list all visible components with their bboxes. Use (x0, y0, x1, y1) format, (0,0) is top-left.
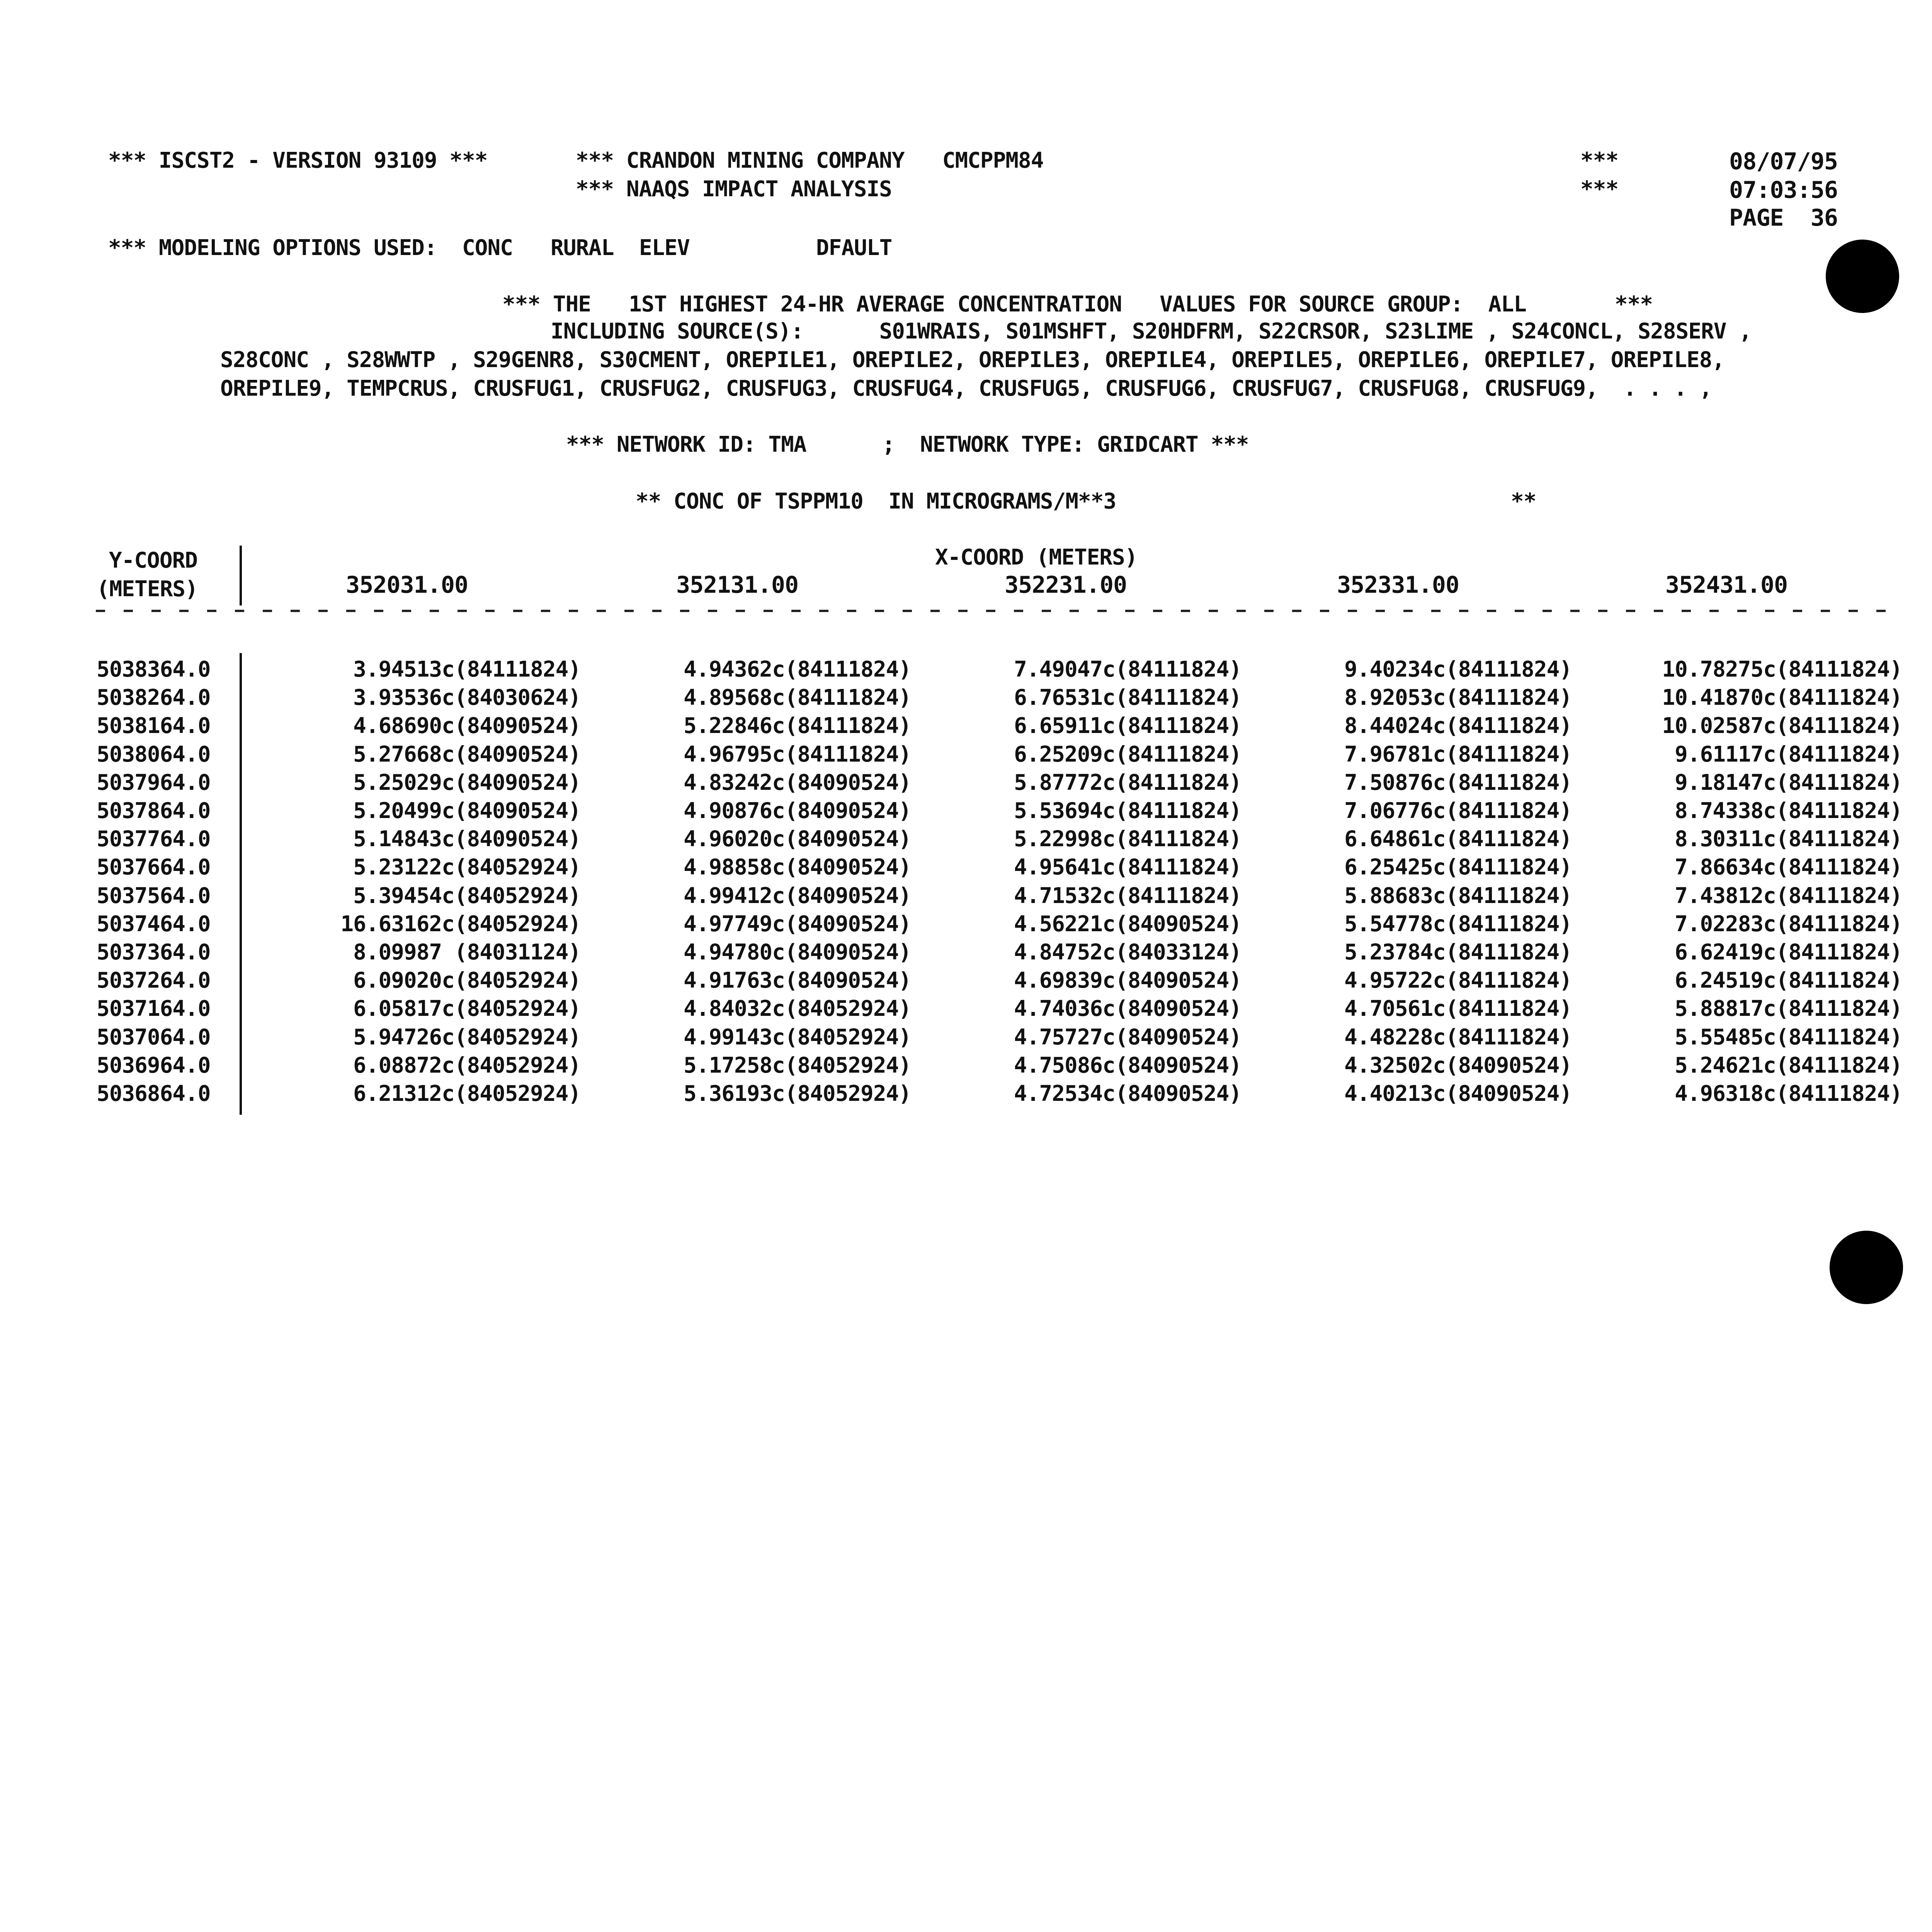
concentration-cell: 4.72534c(84090524) (1014, 1081, 1242, 1106)
concentration-cell: 4.96795c(84111824) (684, 742, 911, 767)
concentration-cell: 7.86634c(84111824) (1675, 855, 1902, 880)
concentration-cell: 4.83242c(84090524) (684, 770, 911, 795)
table-row (0, 883, 1932, 907)
concentration-cell: 5.22998c(84111824) (1014, 827, 1242, 852)
table-row (0, 855, 1932, 879)
units-stars: ** (1511, 489, 1536, 514)
concentration-cell: 4.84752c(84033124) (1014, 940, 1242, 965)
network-info: *** NETWORK ID: TMA ; NETWORK TYPE: GRIDCART *** (566, 432, 1249, 457)
table-row (0, 827, 1932, 850)
concentration-cell: 5.36193c(84052924) (684, 1081, 911, 1106)
concentration-cell: 5.25029c(84090524) (353, 770, 581, 795)
concentration-cell: 5.27668c(84090524) (353, 742, 581, 767)
concentration-cell: 4.84032c(84052924) (684, 996, 911, 1022)
concentration-cell: 5.54778c(84111824) (1344, 911, 1572, 937)
concentration-cell: 6.64861c(84111824) (1344, 827, 1572, 852)
y-coordinate-cell: 5037664.0 (97, 855, 211, 880)
concentration-cell: 4.75727c(84090524) (1014, 1024, 1242, 1050)
concentration-cell: 8.44024c(84111824) (1344, 713, 1572, 739)
concentration-title: *** THE 1ST HIGHEST 24-HR AVERAGE CONCENTRATION VALUES FOR SOURCE GROUP: ALL *** (502, 292, 1653, 317)
binder-hole-middle (1830, 1231, 1903, 1304)
concentration-cell: 4.48228c(84111824) (1344, 1024, 1572, 1050)
concentration-cell: 9.18147c(84111824) (1675, 770, 1902, 795)
concentration-units: ** CONC OF TSPPM10 IN MICROGRAMS/M**3 (636, 489, 1116, 514)
concentration-cell: 6.25425c(84111824) (1344, 855, 1572, 880)
concentration-cell: 9.40234c(84111824) (1344, 657, 1572, 682)
table-row (0, 685, 1932, 709)
y-coordinate-cell: 5038064.0 (97, 742, 211, 767)
header-stars-2: *** (1580, 177, 1619, 202)
concentration-cell: 5.39454c(84052924) (353, 883, 581, 908)
concentration-cell: 9.61117c(84111824) (1675, 742, 1902, 767)
concentration-cell: 7.06776c(84111824) (1344, 798, 1572, 823)
concentration-cell: 3.94513c(84111824) (353, 657, 581, 682)
y-coordinate-cell: 5037764.0 (97, 827, 211, 852)
y-coordinate-cell: 5037964.0 (97, 770, 211, 795)
concentration-cell: 4.96318c(84111824) (1675, 1081, 1902, 1106)
concentration-cell: 6.76531c(84111824) (1014, 685, 1242, 711)
ycoord-label: Y-COORD (109, 548, 198, 573)
table-row (0, 940, 1932, 964)
concentration-cell: 4.68690c(84090524) (353, 713, 581, 739)
sources-line-3: OREPILE9, TEMPCRUS, CRUSFUG1, CRUSFUG2, CRUSFUG3, CRUSFUG4, CRUSFUG5, CRUSFUG6, CRUSFUG7, CRUSFUG8, CRUSFUG9, . . . , (220, 376, 1712, 401)
y-coordinate-cell: 5036964.0 (97, 1053, 211, 1078)
concentration-cell: 3.93536c(84030624) (353, 685, 581, 711)
concentration-cell: 4.97749c(84090524) (684, 911, 911, 937)
concentration-cell: 6.21312c(84052924) (353, 1081, 581, 1106)
concentration-cell: 16.63162c(84052924) (340, 911, 581, 937)
ycoord-units: (METERS) (97, 577, 198, 602)
table-row (0, 912, 1932, 935)
table-row (0, 996, 1932, 1020)
concentration-cell: 5.55485c(84111824) (1675, 1024, 1902, 1050)
concentration-cell: 8.92053c(84111824) (1344, 685, 1572, 711)
concentration-cell: 6.62419c(84111824) (1675, 940, 1902, 965)
y-coordinate-cell: 5037264.0 (97, 968, 211, 993)
concentration-cell: 7.50876c(84111824) (1344, 770, 1572, 795)
column-header-5: 352431.00 (1665, 571, 1788, 599)
concentration-cell: 6.25209c(84111824) (1014, 742, 1242, 767)
concentration-cell: 4.94780c(84090524) (684, 940, 911, 965)
y-coordinate-cell: 5037064.0 (97, 1024, 211, 1050)
analysis-title: *** NAAQS IMPACT ANALYSIS (576, 177, 892, 202)
concentration-cell: 4.71532c(84111824) (1014, 883, 1242, 908)
header-stars-1: *** (1580, 148, 1619, 173)
report-date: 08/07/95 (1729, 148, 1838, 175)
table-row (0, 657, 1932, 681)
concentration-cell: 5.23784c(84111824) (1344, 940, 1572, 965)
column-header-3: 352231.00 (1005, 571, 1127, 599)
concentration-cell: 4.95722c(84111824) (1344, 968, 1572, 993)
concentration-cell: 4.94362c(84111824) (684, 657, 911, 682)
header-divider (240, 546, 242, 605)
concentration-cell: 5.88683c(84111824) (1344, 883, 1572, 908)
concentration-cell: 10.41870c(84111824) (1662, 685, 1902, 711)
y-coordinate-cell: 5037364.0 (97, 940, 211, 965)
concentration-cell: 5.53694c(84111824) (1014, 798, 1242, 823)
concentration-cell: 5.94726c(84052924) (353, 1024, 581, 1050)
concentration-cell: 5.87772c(84111824) (1014, 770, 1242, 795)
table-row (0, 968, 1932, 992)
binder-hole-top (1826, 240, 1899, 313)
report-time: 07:03:56 (1729, 177, 1838, 204)
concentration-cell: 5.88817c(84111824) (1675, 996, 1902, 1022)
concentration-cell: 5.14843c(84090524) (353, 827, 581, 852)
column-header-4: 352331.00 (1337, 571, 1459, 599)
table-row (0, 713, 1932, 737)
concentration-cell: 7.49047c(84111824) (1014, 657, 1242, 682)
concentration-cell: 4.56221c(84090524) (1014, 911, 1242, 937)
including-sources-line: INCLUDING SOURCE(S): S01WRAIS, S01MSHFT, S20HDFRM, S22CRSOR, S23LIME , S24CONCL, S28SERV , (551, 319, 1752, 344)
concentration-cell: 4.95641c(84111824) (1014, 855, 1242, 880)
concentration-cell: 4.96020c(84090524) (684, 827, 911, 852)
concentration-cell: 10.02587c(84111824) (1662, 713, 1902, 739)
concentration-cell: 5.23122c(84052924) (353, 855, 581, 880)
table-row (0, 1053, 1932, 1077)
concentration-cell: 7.43812c(84111824) (1675, 883, 1902, 908)
modeling-options: *** MODELING OPTIONS USED: CONC RURAL ELEV DFAULT (108, 235, 892, 260)
table-row (0, 770, 1932, 794)
table-divider (240, 653, 242, 1115)
concentration-cell: 8.09987 (84031124) (353, 940, 581, 965)
concentration-cell: 8.30311c(84111824) (1675, 827, 1902, 852)
y-coordinate-cell: 5037164.0 (97, 996, 211, 1022)
table-row (0, 1081, 1932, 1105)
table-row (0, 798, 1932, 822)
concentration-cell: 4.99412c(84090524) (684, 883, 911, 908)
concentration-cell: 6.65911c(84111824) (1014, 713, 1242, 739)
y-coordinate-cell: 5038164.0 (97, 713, 211, 739)
program-version: *** ISCST2 - VERSION 93109 *** (108, 148, 488, 173)
concentration-cell: 7.02283c(84111824) (1675, 911, 1902, 937)
concentration-cell: 5.17258c(84052924) (684, 1053, 911, 1078)
concentration-cell: 4.98858c(84090524) (684, 855, 911, 880)
concentration-cell: 4.69839c(84090524) (1014, 968, 1242, 993)
concentration-cell: 4.91763c(84090524) (684, 968, 911, 993)
dashed-separator (96, 610, 1900, 612)
concentration-cell: 5.24621c(84111824) (1675, 1053, 1902, 1078)
concentration-cell: 4.70561c(84111824) (1344, 996, 1572, 1022)
concentration-cell: 4.90876c(84090524) (684, 798, 911, 823)
y-coordinate-cell: 5037864.0 (97, 798, 211, 823)
y-coordinate-cell: 5038364.0 (97, 657, 211, 682)
column-header-1: 352031.00 (346, 571, 468, 599)
concentration-cell: 5.20499c(84090524) (353, 798, 581, 823)
y-coordinate-cell: 5037464.0 (97, 911, 211, 937)
table-row (0, 1025, 1932, 1049)
column-header-2: 352131.00 (676, 571, 799, 599)
y-coordinate-cell: 5038264.0 (97, 685, 211, 711)
concentration-cell: 4.32502c(84090524) (1344, 1053, 1572, 1078)
concentration-cell: 6.05817c(84052924) (353, 996, 581, 1022)
concentration-cell: 8.74338c(84111824) (1675, 798, 1902, 823)
table-row (0, 742, 1932, 766)
page-label: PAGE 36 (1729, 204, 1838, 231)
concentration-cell: 4.99143c(84052924) (684, 1024, 911, 1050)
concentration-cell: 6.08872c(84052924) (353, 1053, 581, 1078)
concentration-cell: 7.96781c(84111824) (1344, 742, 1572, 767)
company-name: *** CRANDON MINING COMPANY CMCPPM84 (576, 148, 1044, 173)
concentration-cell: 4.40213c(84090524) (1344, 1081, 1572, 1106)
xcoord-label: X-COORD (METERS) (935, 545, 1138, 570)
sources-line-2: S28CONC , S28WWTP , S29GENR8, S30CMENT, OREPILE1, OREPILE2, OREPILE3, OREPILE4, OREPILE5, OREPILE6, OREPILE7, OREPILE8, (220, 347, 1725, 372)
concentration-cell: 5.22846c(84111824) (684, 713, 911, 739)
y-coordinate-cell: 5036864.0 (97, 1081, 211, 1106)
y-coordinate-cell: 5037564.0 (97, 883, 211, 908)
concentration-cell: 10.78275c(84111824) (1662, 657, 1902, 682)
concentration-cell: 6.24519c(84111824) (1675, 968, 1902, 993)
concentration-cell: 4.89568c(84111824) (684, 685, 911, 711)
concentration-cell: 4.74036c(84090524) (1014, 996, 1242, 1022)
concentration-cell: 4.75086c(84090524) (1014, 1053, 1242, 1078)
concentration-cell: 6.09020c(84052924) (353, 968, 581, 993)
